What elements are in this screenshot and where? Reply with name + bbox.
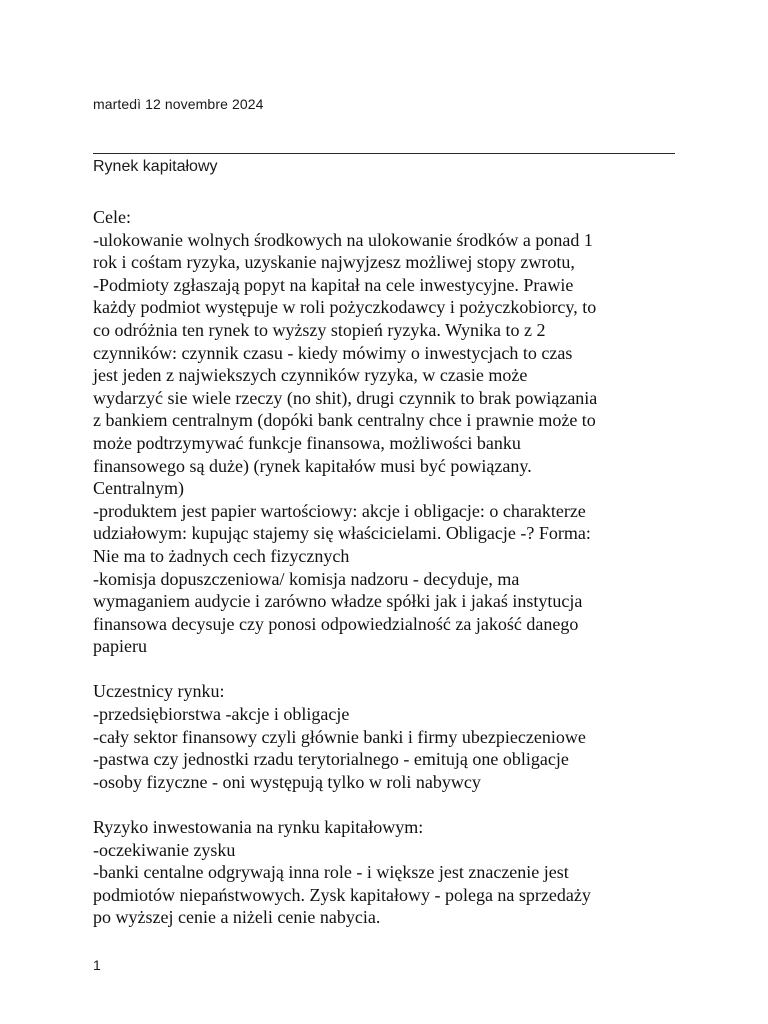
note-line: rok i cośtam ryzyka, uzyskanie najwyjzesz możliwej stopy zwrotu, (93, 252, 575, 273)
note-body (93, 206, 693, 952)
note-section (93, 680, 693, 793)
note-line: -przedsiębiorstwa -akcje i obligacje (93, 704, 350, 725)
note-line: z bankiem centralnym (dopóki bank centralny chce i prawnie może to (93, 410, 596, 431)
note-line: finansowa decysuje czy ponosi odpowiedzialność za jakość danego (93, 613, 579, 634)
note-line: -ulokowanie wolnych środkowych na ulokowanie środków a ponad 1 (93, 229, 593, 250)
note-line: co odróżnia ten rynek to wyższy stopień ryzyka. Wynika to z 2 (93, 319, 546, 340)
note-line: wymaganiem audycie i zarówno władze spółki jak i jakaś instytucja (93, 591, 583, 612)
note-line: -oczekiwanie zysku (93, 839, 236, 860)
note-line: wydarzyć sie wiele rzeczy (no shit), drugi czynnik to brak powiązania (93, 387, 598, 408)
note-line: Nie ma to żadnych cech fizycznych (93, 545, 350, 566)
note-section (93, 816, 693, 929)
note-line: papieru (93, 636, 147, 657)
note-line: -cały sektor finansowy czyli głównie banki i firmy ubezpieczeniowe (93, 726, 586, 747)
note-line: każdy podmiot występuje w roli pożyczkodawcy i pożyczkobiorcy, to (93, 297, 597, 318)
note-section (93, 206, 693, 658)
note-line: po wyższej cenie a niżeli cenie nabycia. (93, 907, 381, 928)
note-line: Cele: (93, 207, 131, 227)
note-line: podmiotów niepaństwowych. Zysk kapitałowy - polega na sprzedaży (93, 884, 591, 905)
note-title: Rynek kapitałowy (93, 158, 218, 175)
note-line: -komisja dopuszczeniowa/ komisja nadzoru - decyduje, ma (93, 568, 520, 589)
note-line: -Podmioty zgłaszają popyt na kapitał na cele inwestycyjne. Prawie (93, 274, 574, 295)
note-line: może podtrzymywać funkcje finansowa, możliwości banku (93, 432, 521, 453)
note-line: Uczestnicy rynku: (93, 681, 225, 702)
page-number: 1 (93, 957, 101, 973)
note-line: -banki centalne odgrywają inna role - i większe jest znaczenie jest (93, 862, 569, 883)
note-line: czynników: czynnik czasu - kiedy mówimy o inwestycjach to czas (93, 342, 573, 363)
note-line: finansowego są duże) (rynek kapitałów musi być powiązany. (93, 455, 532, 476)
note-line: Ryzyko inwestowania na rynku kapitałowym: (93, 817, 424, 838)
note-line: -pastwa czy jednostki rzadu terytorialnego - emitują one obligacje (93, 749, 569, 770)
note-line: udziałowym: kupując stajemy się właścicielami. Obligacje -? Forma: (93, 523, 591, 544)
note-line: -produktem jest papier wartościowy: akcje i obligacje: o charakterze (93, 500, 586, 521)
header-divider (93, 153, 675, 154)
note-line: Centralnym) (93, 478, 184, 499)
note-line: -osoby fizyczne - oni występują tylko w roli nabywcy (93, 771, 481, 792)
note-line: jest jeden z najwiekszych czynników ryzyka, w czasie może (93, 365, 528, 386)
note-date: martedì 12 novembre 2024 (93, 96, 264, 112)
